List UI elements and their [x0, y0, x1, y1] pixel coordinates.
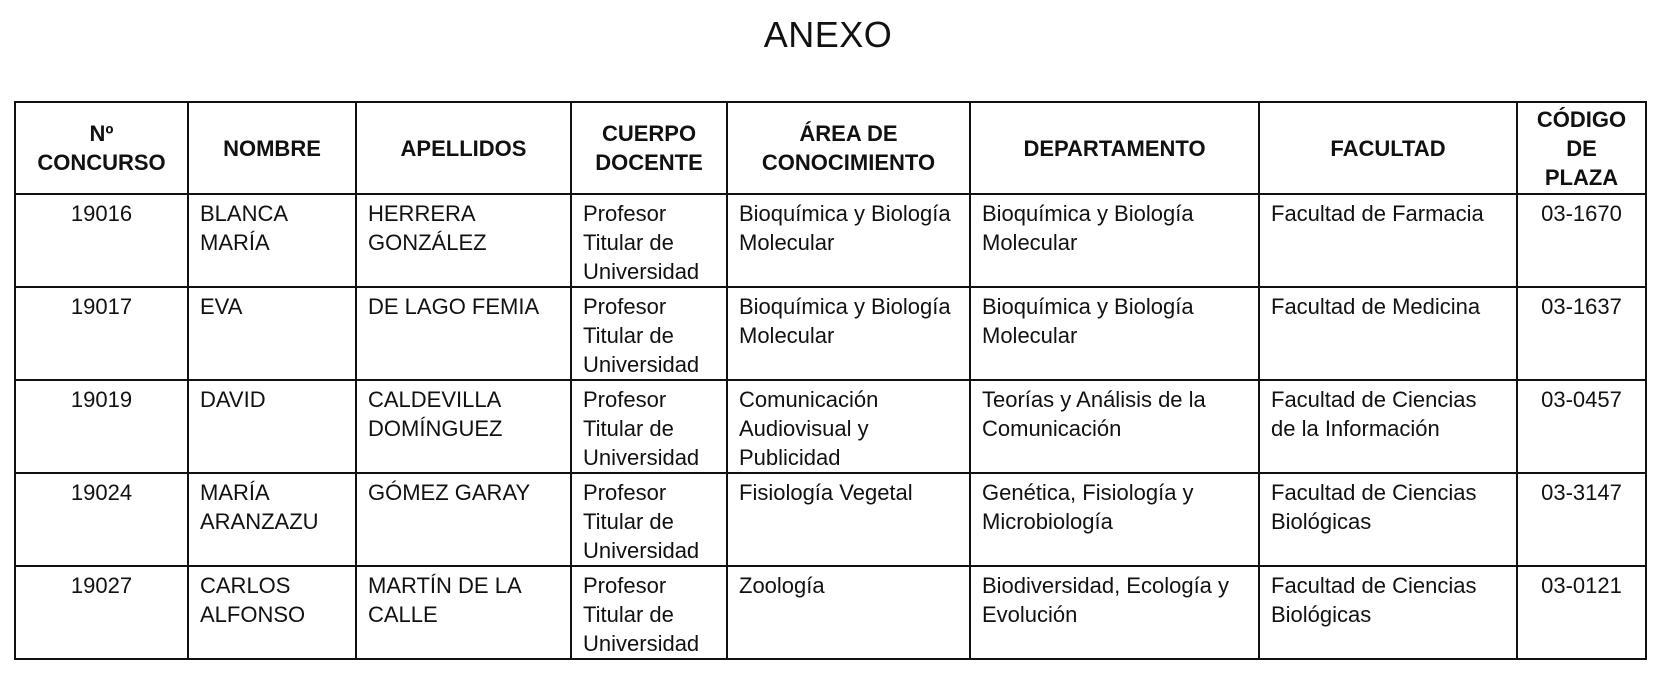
header-row [15, 102, 1646, 194]
table-row [15, 566, 1646, 659]
header-area: ÁREA DE CONOCIMIENTO [727, 102, 970, 194]
header-codigo: CÓDIGO DE PLAZA [1517, 102, 1646, 194]
table-row [15, 287, 1646, 380]
cell-departamento: Biodiversidad, Ecología y Evolución [970, 566, 1259, 659]
table-row [15, 194, 1646, 287]
cell-area: Fisiología Vegetal [727, 473, 970, 566]
cell-area: Zoología [727, 566, 970, 659]
cell-apellidos: CALDEVILLA DOMÍNGUEZ [356, 380, 571, 473]
cell-facultad: Facultad de Ciencias de la Información [1259, 380, 1517, 473]
cell-facultad: Facultad de Medicina [1259, 287, 1517, 380]
cell-apellidos: GÓMEZ GARAY [356, 473, 571, 566]
cell-area: Bioquímica y Biología Molecular [727, 194, 970, 287]
document-title: ANEXO [763, 14, 893, 55]
cell-nombre: CARLOS ALFONSO [188, 566, 356, 659]
cell-concurso: 19016 [15, 194, 188, 287]
cell-facultad: Facultad de Farmacia [1259, 194, 1517, 287]
cell-nombre: MARÍA ARANZAZU [188, 473, 356, 566]
cell-area: Bioquímica y Biología Molecular [727, 287, 970, 380]
header-concurso: Nº CONCURSO [15, 102, 188, 194]
cell-codigo: 03-3147 [1517, 473, 1646, 566]
cell-apellidos: MARTÍN DE LA CALLE [356, 566, 571, 659]
cell-codigo: 03-0457 [1517, 380, 1646, 473]
header-nombre: NOMBRE [188, 102, 356, 194]
cell-concurso: 19024 [15, 473, 188, 566]
cell-nombre: BLANCA MARÍA [188, 194, 356, 287]
annex-table [14, 101, 1647, 660]
cell-nombre: DAVID [188, 380, 356, 473]
cell-codigo: 03-0121 [1517, 566, 1646, 659]
cell-codigo: 03-1670 [1517, 194, 1646, 287]
cell-apellidos: DE LAGO FEMIA [356, 287, 571, 380]
cell-departamento: Genética, Fisiología y Microbiología [970, 473, 1259, 566]
cell-area: Comunicación Audiovisual y Publicidad [727, 380, 970, 473]
cell-cuerpo: Profesor Titular de Universidad [571, 194, 727, 287]
cell-apellidos: HERRERA GONZÁLEZ [356, 194, 571, 287]
cell-facultad: Facultad de Ciencias Biológicas [1259, 473, 1517, 566]
cell-codigo: 03-1637 [1517, 287, 1646, 380]
table-row [15, 473, 1646, 566]
cell-cuerpo: Profesor Titular de Universidad [571, 380, 727, 473]
header-cuerpo: CUERPO DOCENTE [571, 102, 727, 194]
cell-concurso: 19019 [15, 380, 188, 473]
cell-cuerpo: Profesor Titular de Universidad [571, 473, 727, 566]
cell-facultad: Facultad de Ciencias Biológicas [1259, 566, 1517, 659]
cell-departamento: Bioquímica y Biología Molecular [970, 194, 1259, 287]
table-row [15, 380, 1646, 473]
header-apellidos: APELLIDOS [356, 102, 571, 194]
header-facultad: FACULTAD [1259, 102, 1517, 194]
cell-cuerpo: Profesor Titular de Universidad [571, 566, 727, 659]
cell-departamento: Bioquímica y Biología Molecular [970, 287, 1259, 380]
cell-cuerpo: Profesor Titular de Universidad [571, 287, 727, 380]
header-departamento: DEPARTAMENTO [970, 102, 1259, 194]
cell-concurso: 19017 [15, 287, 188, 380]
cell-departamento: Teorías y Análisis de la Comunicación [970, 380, 1259, 473]
cell-concurso: 19027 [15, 566, 188, 659]
cell-nombre: EVA [188, 287, 356, 380]
